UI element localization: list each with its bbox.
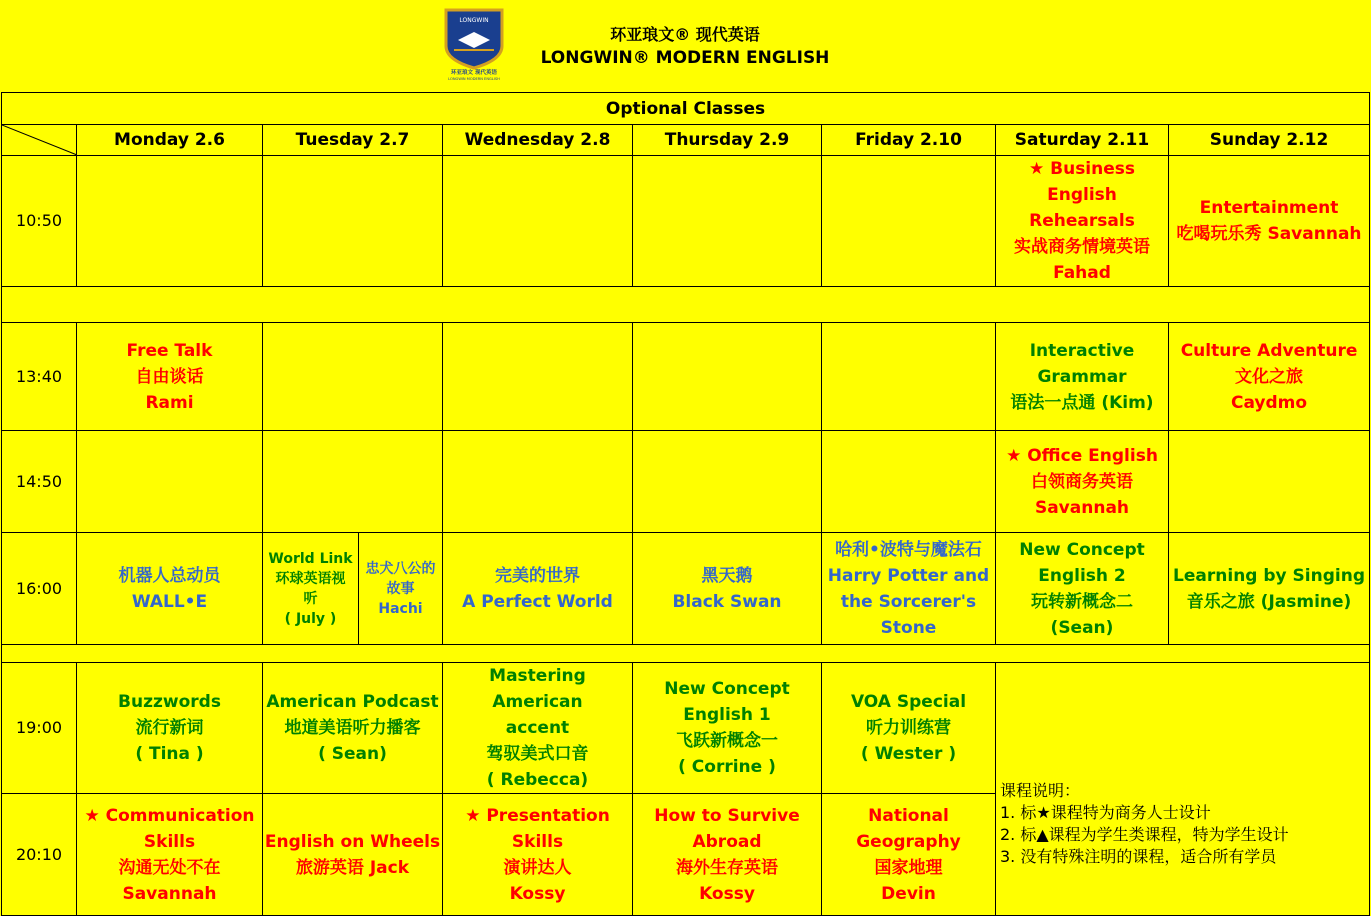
empty-cell [633, 323, 822, 431]
class-line: Entertainment [1199, 198, 1339, 218]
spacer-row [2, 287, 1370, 323]
class-cell [77, 323, 263, 431]
class-cell [77, 794, 263, 916]
class-cell [443, 663, 633, 794]
class-cell [263, 533, 359, 645]
class-line: Grammar [1037, 366, 1127, 387]
time-label: 20:10 [2, 794, 77, 916]
class-line: 旅游英语 Jack [295, 857, 410, 878]
notes-line: 1. 标★课程特为商务人士设计 [1000, 803, 1211, 822]
class-line: ( Corrine ) [678, 757, 776, 777]
class-cell [822, 663, 996, 794]
class-line: 听 [303, 590, 318, 607]
class-line: 音乐之旅 (Jasmine) [1186, 591, 1352, 612]
class-line: 文化之旅 [1235, 366, 1304, 387]
class-line: ( Wester ) [860, 744, 957, 764]
class-line: Skills [143, 831, 196, 852]
empty-cell [822, 431, 996, 533]
class-line: 语法一点通 (Kim) [1010, 392, 1154, 413]
class-line: Stone [880, 617, 937, 638]
class-line: Rami [145, 392, 194, 413]
class-line: National [868, 805, 949, 826]
class-line: 故事 [386, 580, 415, 597]
course-notes [996, 663, 1370, 916]
time-label: 16:00 [2, 533, 77, 645]
schedule-table [1, 92, 1370, 916]
class-cell [263, 794, 443, 916]
class-cell [1169, 533, 1370, 645]
class-line: Buzzwords [118, 692, 221, 712]
day-header: Monday 2.6 [77, 125, 263, 156]
class-cell [996, 156, 1169, 287]
empty-cell [443, 156, 633, 287]
day-header: Friday 2.10 [822, 125, 996, 156]
empty-cell [822, 323, 996, 431]
title-chinese: 环亚琅文® 现代英语 [610, 25, 760, 44]
class-line: ★ Presentation Skills [465, 805, 610, 852]
day-header: Tuesday 2.7 [263, 125, 443, 156]
class-line: 完美的世界 [495, 565, 580, 586]
empty-cell [77, 156, 263, 287]
class-cell [633, 533, 822, 645]
class-line: Caydmo [1230, 392, 1308, 413]
class-line: 沟通无处不在 [118, 857, 221, 878]
class-line: New Concept [1019, 539, 1145, 560]
class-cell [633, 663, 822, 794]
class-line: Geography [856, 831, 961, 852]
logo-caption-cn: 环亚琅文 现代英语 [451, 70, 497, 76]
class-line: 国家地理 [874, 857, 943, 878]
spacer-row [2, 645, 1370, 663]
empty-cell [1169, 431, 1370, 533]
class-cell [359, 533, 443, 645]
class-line: ★ Business [1028, 159, 1136, 179]
class-line: 忠犬八公的 [365, 560, 436, 577]
class-line: New Concept [664, 679, 790, 699]
empty-cell [633, 156, 822, 287]
class-cell [996, 533, 1169, 645]
class-line: accent [505, 718, 570, 738]
class-line: Fahad [1053, 263, 1111, 283]
empty-cell [263, 323, 443, 431]
longwin-logo [440, 6, 508, 82]
class-line: 吃喝玩乐秀 Savannah [1176, 224, 1362, 244]
logo-caption-en: LONGWIN MODERN ENGLISH [448, 77, 500, 81]
class-line: ( Sean) [318, 744, 387, 764]
class-line: 地道美语听力播客 [284, 718, 421, 738]
notes-line: 2. 标▲课程为学生类课程，特为学生设计 [1000, 825, 1289, 844]
class-line: Savannah [1034, 497, 1130, 518]
class-line: American Podcast [266, 692, 439, 712]
class-cell [822, 533, 996, 645]
class-line: How to Survive [654, 805, 800, 826]
class-line: English on Wheels [264, 831, 441, 852]
class-line: Hachi [378, 600, 423, 617]
class-line: the Sorcerer's [840, 591, 977, 612]
class-cell [263, 663, 443, 794]
empty-cell [77, 431, 263, 533]
empty-cell [633, 431, 822, 533]
class-cell [77, 533, 263, 645]
class-line: 环球英语视 [275, 570, 346, 587]
class-line: ★ Communication [84, 805, 255, 826]
table-caption: Optional Classes [2, 93, 1370, 125]
time-label: 10:50 [2, 156, 77, 287]
notes-line: 3. 没有特殊注明的课程，适合所有学员 [1000, 847, 1277, 866]
class-line: ( July ) [284, 610, 337, 627]
empty-cell [263, 156, 443, 287]
class-cell [443, 533, 633, 645]
class-line: Culture Adventure [1180, 340, 1358, 361]
class-line: Devin [881, 883, 936, 904]
class-line: ★ Office English [1006, 445, 1158, 466]
time-label: 19:00 [2, 663, 77, 794]
class-line: 实战商务情境英语 [1014, 237, 1150, 257]
class-line: Savannah [122, 883, 217, 904]
empty-cell [443, 323, 633, 431]
corner-cell [2, 125, 77, 156]
title-english: LONGWIN® MODERN ENGLISH [540, 48, 830, 68]
class-line: Learning by Singing [1173, 565, 1365, 586]
class-line: 驾驭美式口音 [486, 744, 589, 764]
class-line: Free Talk [126, 340, 213, 361]
notes-line: 课程说明： [1000, 781, 1081, 800]
class-line: 哈利•波特与魔法石 [835, 539, 982, 560]
class-cell [633, 794, 822, 916]
logo-text: LONGWIN [459, 17, 489, 24]
class-line: English Rehearsals [1029, 185, 1135, 231]
header [0, 0, 1371, 90]
day-header: Saturday 2.11 [996, 125, 1169, 156]
class-line: 黑天鹅 [701, 565, 753, 586]
class-cell [1169, 323, 1370, 431]
class-line: World Link [268, 550, 353, 567]
diagonal-line [2, 125, 77, 155]
class-line: VOA Special [850, 692, 967, 712]
class-cell [443, 794, 633, 916]
class-cell [77, 663, 263, 794]
time-label: 14:50 [2, 431, 77, 533]
day-header: Wednesday 2.8 [443, 125, 633, 156]
class-line: 自由谈话 [135, 366, 204, 387]
empty-cell [443, 431, 633, 533]
class-cell [822, 794, 996, 916]
class-line: 白领商务英语 [1031, 471, 1133, 492]
class-line: Abroad [692, 831, 762, 852]
class-line: ( Rebecca) [486, 770, 589, 790]
class-line: A Perfect World [462, 591, 613, 612]
class-line: 海外生存英语 [676, 857, 778, 878]
day-header: Sunday 2.12 [1169, 125, 1370, 156]
class-line: Mastering American [489, 666, 586, 712]
class-cell [996, 323, 1169, 431]
day-header: Thursday 2.9 [633, 125, 822, 156]
class-cell [1169, 156, 1370, 287]
time-label: 13:40 [2, 323, 77, 431]
class-cell [996, 431, 1169, 533]
class-line: 演讲达人 [503, 857, 572, 878]
class-line: Black Swan [672, 591, 782, 612]
class-line: 玩转新概念二 [1031, 591, 1133, 612]
class-line: 机器人总动员 [118, 565, 221, 586]
class-line: Harry Potter and [827, 565, 990, 586]
empty-cell [263, 431, 443, 533]
class-line: 流行新词 [135, 718, 204, 738]
class-line: English 2 [1038, 565, 1126, 586]
class-line: WALL•E [131, 591, 208, 612]
empty-cell [822, 156, 996, 287]
class-line: ( Tina ) [135, 744, 204, 764]
class-line: 听力训练营 [866, 718, 951, 738]
class-line: 飞跃新概念一 [676, 731, 778, 751]
class-line: Interactive [1029, 340, 1135, 361]
class-line: Kossy [509, 883, 566, 904]
class-line: Kossy [699, 883, 755, 904]
class-line: English 1 [683, 705, 771, 725]
class-line: (Sean) [1050, 617, 1114, 638]
